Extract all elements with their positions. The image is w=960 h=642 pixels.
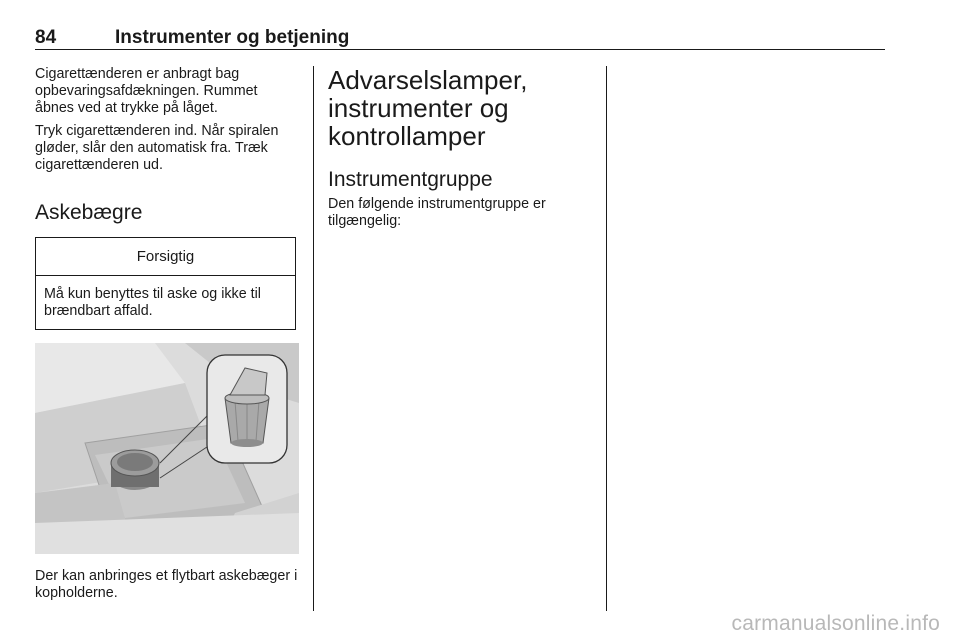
paragraph-lighter-usage: Tryk cigarettænderen ind. Når spiralen gløder, slår den automatisk fra. Træk cigarettænderen ud.: [35, 123, 279, 173]
column-1: [35, 66, 299, 608]
chapter-heading-line3: kontrollamper: [328, 121, 486, 151]
ashtray-illustration: [35, 343, 299, 554]
page-number: 84: [35, 27, 57, 48]
column-divider-right: [606, 66, 607, 611]
section-heading-instrument-cluster: Instrumentgruppe: [328, 168, 493, 191]
column-2: [328, 66, 592, 236]
column-divider-left: [313, 66, 314, 611]
chapter-heading: [328, 66, 592, 150]
watermark: carmanualsonline.info: [731, 612, 940, 635]
chapter-heading-line1: Advarselslamper,: [328, 65, 528, 95]
section-heading-ashtrays: Askebægre: [35, 201, 143, 224]
chapter-heading-line2: instrumenter og: [328, 93, 509, 123]
paragraph-cluster-intro: Den følgende instrumentgruppe er tilgængelig:: [328, 196, 546, 229]
caution-body: Må kun benyttes til aske og ikke til brændbart affald.: [44, 286, 261, 319]
paragraph-lighter-location: Cigarettænderen er anbragt bag opbevaringsafdækningen. Rummet åbnes ved at trykke på låget.: [35, 66, 258, 116]
ashtray-figure: [35, 343, 299, 554]
page-header: [35, 27, 885, 50]
page-title: Instrumenter og betjening: [115, 27, 350, 48]
caution-title: Forsigtig: [36, 238, 295, 276]
caution-box: [35, 237, 296, 330]
figure-caption: Der kan anbringes et flytbart askebæger i kopholderne.: [35, 568, 298, 601]
